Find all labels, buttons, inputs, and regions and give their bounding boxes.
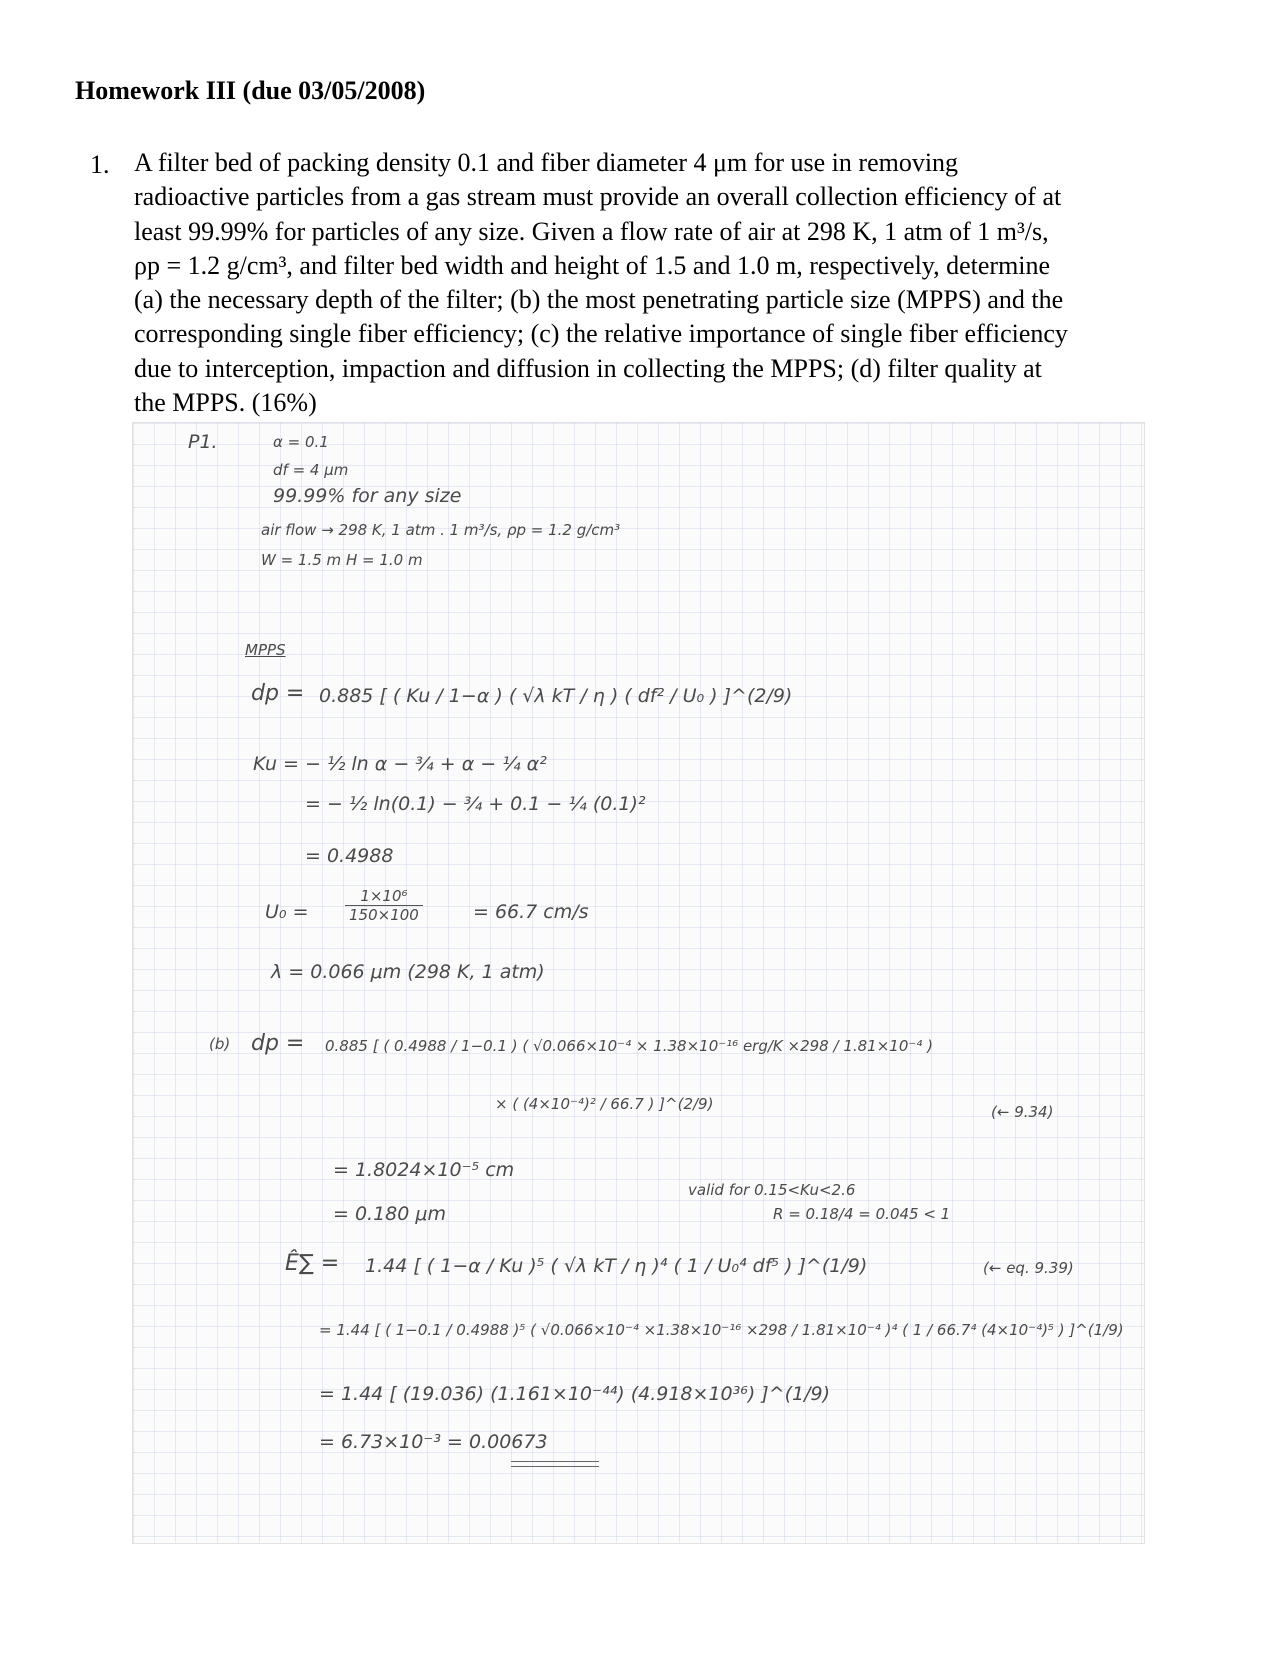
ed-numeric: = 1.44 [ (19.036) (1.161×10⁻⁴⁴) (4.918×10³⁶) ]^(1/9) xyxy=(319,1383,831,1405)
problem-line: (a) the necessary depth of the filter; (b) the most penetrating particle size (MPPS) and the xyxy=(134,285,1064,315)
u0-denominator: 150×100 xyxy=(349,906,419,924)
mean-free-path: λ = 0.066 μm (298 K, 1 atm) xyxy=(271,961,545,983)
ed-equation: 1.44 [ ( 1−α / Ku )⁵ ( √λ kT / η )⁴ ( 1 / U₀⁴ df⁵ ) ]^(1/9) xyxy=(365,1255,868,1277)
p1-label: P1. xyxy=(188,431,218,453)
problem-line: due to interception, impaction and diffusion in collecting the MPPS; (d) filter quality at xyxy=(134,353,1042,383)
problem-line: least 99.99% for particles of any size. Given a flow rate of air at 298 K, 1 atm of 1 m³/s, xyxy=(134,216,1049,246)
ed-result: = 6.73×10⁻³ = 0.00673 xyxy=(319,1431,548,1453)
u0-result: = 66.7 cm/s xyxy=(473,901,589,923)
problem-line: corresponding single fiber efficiency; (c) the relative importance of single fiber efficiency xyxy=(134,319,1068,349)
dp-sub-lhs: dp = xyxy=(251,1031,305,1056)
dp-equation-lhs: dp = xyxy=(251,681,305,706)
ed-lhs: Ê∑ = xyxy=(285,1251,340,1276)
problem-line: radioactive particles from a gas stream must provide an overall collection efficiency of at xyxy=(134,182,1062,212)
validity-note: valid for 0.15<Ku<2.6 xyxy=(688,1181,856,1199)
problem-statement xyxy=(134,146,1204,420)
given-dimensions: W = 1.5 m H = 1.0 m xyxy=(261,551,423,569)
result-underline-2 xyxy=(511,1466,599,1467)
part-b-label: (b) xyxy=(209,1035,231,1053)
dp-substitution: 0.885 [ ( 0.4988 / 1−0.1 ) ( √0.066×10⁻⁴ × 1.38×10⁻¹⁶ erg/K ×298 / 1.81×10⁻⁴ ) xyxy=(325,1037,933,1055)
dp-result-um: = 0.180 μm xyxy=(333,1203,446,1225)
given-airflow: air flow → 298 K, 1 atm . 1 m³/s, ρp = 1.2 g/cm³ xyxy=(261,521,621,539)
validity-note-2: R = 0.18/4 = 0.045 < 1 xyxy=(773,1205,951,1223)
given-alpha: α = 0.1 xyxy=(273,433,329,451)
handwritten-solution-sheet xyxy=(132,422,1145,1544)
eq-reference-2: (← eq. 9.39) xyxy=(983,1259,1074,1277)
dp-result-cm: = 1.8024×10⁻⁵ cm xyxy=(333,1159,515,1181)
u0-fraction xyxy=(345,887,423,924)
mpps-label: MPPS xyxy=(245,641,286,659)
ku-definition: Ku = − ½ ln α − ¾ + α − ¼ α² xyxy=(253,753,547,775)
ku-substitution: = − ½ ln(0.1) − ¾ + 0.1 − ¼ (0.1)² xyxy=(305,793,646,815)
eq-reference-1: (← 9.34) xyxy=(991,1103,1054,1121)
dp-substitution-2: × ( (4×10⁻⁴)² / 66.7 ) ]^(2/9) xyxy=(495,1095,714,1113)
ku-value: = 0.4988 xyxy=(305,845,394,867)
problem-number: 1. xyxy=(90,150,110,179)
ed-substitution: = 1.44 [ ( 1−0.1 / 0.4988 )⁵ ( √0.066×10⁻⁴ ×1.38×10⁻¹⁶ ×298 / 1.81×10⁻⁴ )⁴ ( 1 / 66.7⁴ (4×10⁻⁴)⁵ ) ]^(1/9) xyxy=(319,1321,1124,1339)
problem-line: A filter bed of packing density 0.1 and fiber diameter 4 μm for use in removing xyxy=(134,148,959,177)
result-underline xyxy=(511,1461,599,1462)
given-efficiency: 99.99% for any size xyxy=(273,485,462,507)
u0-numerator: 1×10⁶ xyxy=(345,887,423,906)
u0-lhs: U₀ = xyxy=(265,901,309,923)
problem-line: the MPPS. (16%) xyxy=(134,388,317,418)
homework-title: Homework III (due 03/05/2008) xyxy=(75,76,426,105)
given-df: df = 4 μm xyxy=(273,461,349,479)
problem-line: ρp = 1.2 g/cm³, and filter bed width and height of 1.5 and 1.0 m, respectively, determine xyxy=(134,250,1051,280)
dp-equation: 0.885 [ ( Ku / 1−α ) ( √λ kT / η ) ( df² / U₀ ) ]^(2/9) xyxy=(319,685,793,707)
